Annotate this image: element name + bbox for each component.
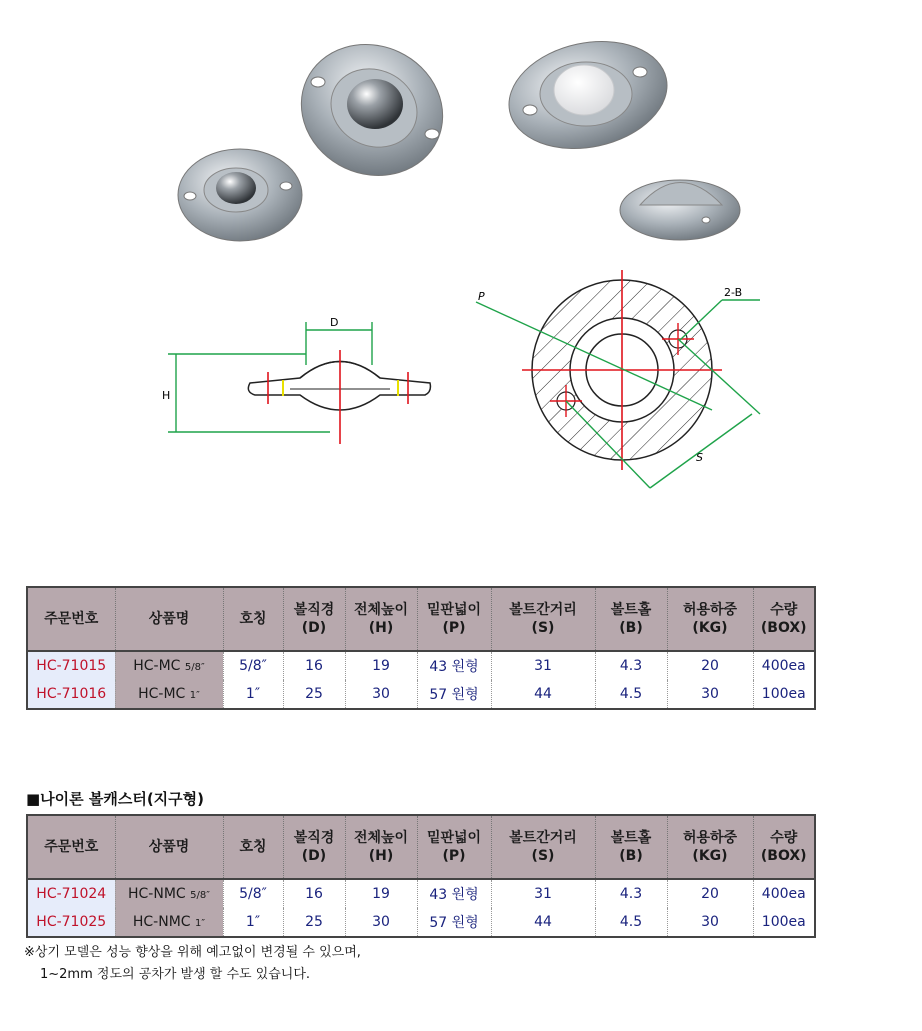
table-row (27, 680, 815, 709)
header-cell: 호칭 (223, 587, 283, 651)
ball-diameter: 16 (283, 879, 345, 908)
load-capacity: 30 (667, 908, 753, 937)
bolt-distance: 31 (491, 879, 595, 908)
bolt-hole: 4.5 (595, 680, 667, 709)
header-cell: 볼트간거리 (S) (491, 815, 595, 879)
nominal: 5/8″ (223, 879, 283, 908)
bolt-distance: 31 (491, 651, 595, 680)
nylon-caster-photo (499, 28, 677, 163)
quantity: 400ea (753, 879, 815, 908)
header-cell: 밑판넓이 (P) (417, 587, 491, 651)
dim-label-h: H (162, 389, 171, 402)
order-code: HC-71024 (27, 879, 115, 908)
total-height: 19 (345, 651, 417, 680)
header-cell: 밑판넓이 (P) (417, 815, 491, 879)
header-cell: 상품명 (115, 587, 223, 651)
bolt-hole: 4.3 (595, 879, 667, 908)
total-height: 30 (345, 680, 417, 709)
side-view-drawing (162, 316, 430, 444)
footnote (24, 942, 361, 986)
order-code: HC-71015 (27, 651, 115, 680)
header-cell: 볼트홀 (B) (595, 815, 667, 879)
ball-caster-photo-flat (620, 180, 740, 240)
base-width: 43 원형 (417, 651, 491, 680)
quantity: 400ea (753, 651, 815, 680)
ball-diameter: 25 (283, 908, 345, 937)
section-title-nylon: ■나이론 볼캐스터(지구형) (26, 790, 205, 808)
product-name: HC-NMC 5/8″ (115, 879, 223, 908)
header-cell: 허용하중 (KG) (667, 815, 753, 879)
base-width: 43 원형 (417, 879, 491, 908)
technical-drawings (0, 270, 922, 530)
table-row (27, 908, 815, 937)
base-width: 57 원형 (417, 908, 491, 937)
ball-diameter: 16 (283, 651, 345, 680)
spec-table-steel (26, 586, 816, 710)
header-cell: 허용하중 (KG) (667, 587, 753, 651)
load-capacity: 20 (667, 651, 753, 680)
table-row (27, 651, 815, 680)
header-cell: 주문번호 (27, 815, 115, 879)
order-code: HC-71016 (27, 680, 115, 709)
footnote-line-2: 1~2mm 정도의 공차가 발생 할 수도 있습니다. (40, 967, 311, 982)
bolt-distance: 44 (491, 908, 595, 937)
header-cell: 상품명 (115, 815, 223, 879)
spec-table-nylon (26, 814, 816, 938)
nominal: 1″ (223, 908, 283, 937)
header-cell: 볼직경 (D) (283, 815, 345, 879)
nominal: 1″ (223, 680, 283, 709)
base-width: 57 원형 (417, 680, 491, 709)
product-name: HC-MC 5/8″ (115, 651, 223, 680)
product-name: HC-MC 1″ (115, 680, 223, 709)
dim-label-d: D (330, 316, 339, 329)
load-capacity: 20 (667, 879, 753, 908)
ball-caster-photo-small (178, 149, 302, 241)
quantity: 100ea (753, 680, 815, 709)
header-cell: 주문번호 (27, 587, 115, 651)
header-cell: 볼트간거리 (S) (491, 587, 595, 651)
total-height: 30 (345, 908, 417, 937)
bolt-distance: 44 (491, 680, 595, 709)
bolt-hole: 4.3 (595, 651, 667, 680)
ball-caster-photo-large (280, 22, 465, 199)
header-cell: 볼트홀 (B) (595, 587, 667, 651)
header-cell: 볼직경 (D) (283, 587, 345, 651)
header-cell: 수량 (BOX) (753, 815, 815, 879)
bolt-hole: 4.5 (595, 908, 667, 937)
table-header-row (27, 587, 815, 651)
quantity: 100ea (753, 908, 815, 937)
order-code: HC-71025 (27, 908, 115, 937)
header-cell: 호칭 (223, 815, 283, 879)
ball-diameter: 25 (283, 680, 345, 709)
table-header-row (27, 815, 815, 879)
total-height: 19 (345, 879, 417, 908)
header-cell: 전체높이 (H) (345, 587, 417, 651)
footnote-line-1: ※상기 모델은 성능 향상을 위해 예고없이 변경될 수 있으며, (24, 945, 361, 960)
load-capacity: 30 (667, 680, 753, 709)
top-view-drawing (476, 270, 760, 488)
dim-label-b: 2-B (724, 286, 743, 299)
product-name: HC-NMC 1″ (115, 908, 223, 937)
nominal: 5/8″ (223, 651, 283, 680)
product-photos (0, 0, 922, 260)
dim-label-p: P (478, 290, 485, 303)
header-cell: 전체높이 (H) (345, 815, 417, 879)
table-row (27, 879, 815, 908)
header-cell: 수량 (BOX) (753, 587, 815, 651)
dim-label-s: S (696, 451, 703, 464)
